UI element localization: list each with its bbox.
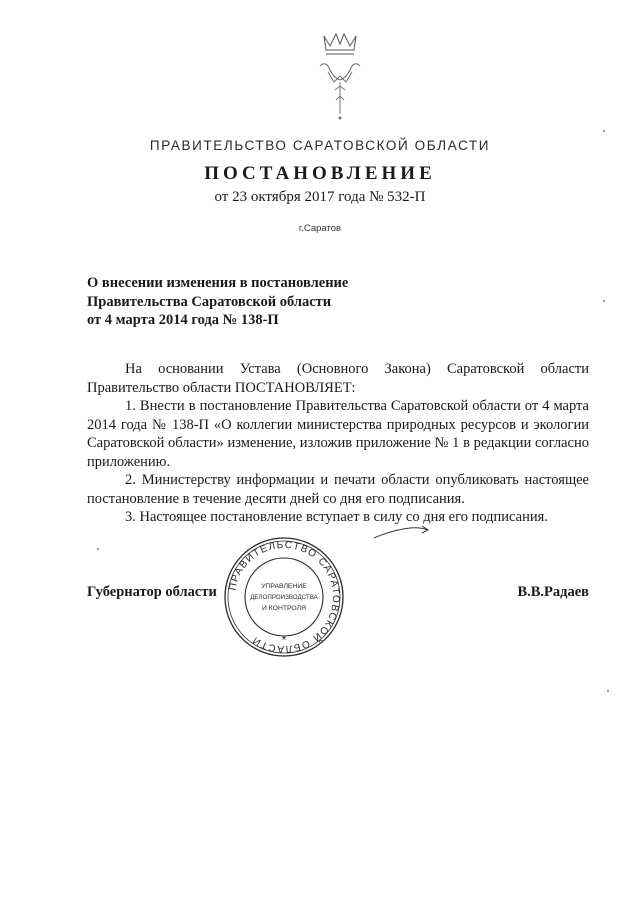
body-paragraph-1: 1. Внести в постановление Правительства Саратовской области от 4 марта 2014 года № 138-П «О коллегии министерства природных ресурсов и экологии Саратовской области» изменение, изложив приложение № 1 в редакции согласно приложению. bbox=[87, 398, 589, 470]
seal-center-line-2: ДЕЛОПРОИЗВОДСТВА bbox=[250, 594, 318, 601]
body-paragraph-3: 3. Настоящее постановление вступает в силу со дня его подписания. bbox=[125, 509, 548, 525]
scan-speck bbox=[607, 690, 609, 692]
scan-speck bbox=[603, 130, 605, 132]
document-city: г.Саратов bbox=[298, 223, 342, 234]
document-body bbox=[87, 360, 589, 527]
seal-ring-text: ПРАВИТЕЛЬСТВО САРАТОВСКОЙ ОБЛАСТИ bbox=[227, 539, 342, 655]
government-name: ПРАВИТЕЛЬСТВО САРАТОВСКОЙ ОБЛАСТИ bbox=[149, 138, 491, 153]
scan-speck bbox=[97, 548, 99, 550]
document-type: ПОСТАНОВЛЕНИЕ bbox=[204, 163, 436, 184]
title-line-3: от 4 марта 2014 года № 138-П bbox=[87, 312, 279, 328]
seal-center-line-1: УПРАВЛЕНИЕ bbox=[261, 583, 307, 590]
official-seal-stamp bbox=[222, 535, 346, 659]
seal-star-icon: * bbox=[281, 633, 287, 647]
signer-title: Губернатор области bbox=[87, 584, 217, 600]
document-date: от 23 октября 2017 года № 532-П bbox=[214, 189, 426, 205]
document-title bbox=[87, 274, 507, 330]
body-paragraph-2: 2. Министерству информации и печати области опубликовать настоящее постановление в течение десяти дней со дня его подписания. bbox=[87, 472, 589, 507]
seal-center-line-3: И КОНТРОЛЯ bbox=[262, 605, 306, 612]
signer-name: В.В.Радаев bbox=[517, 584, 589, 600]
body-paragraph-preamble: На основании Устава (Основного Закона) Саратовской области Правительство области ПОСТАНОВЛЯЕТ: bbox=[87, 361, 589, 396]
title-line-1: О внесении изменения в постановление bbox=[87, 275, 349, 291]
scan-speck bbox=[603, 300, 605, 302]
title-line-2: Правительства Саратовской области bbox=[87, 293, 332, 310]
handwritten-signature-mark bbox=[372, 522, 432, 542]
crown-emblem-icon bbox=[300, 20, 380, 128]
